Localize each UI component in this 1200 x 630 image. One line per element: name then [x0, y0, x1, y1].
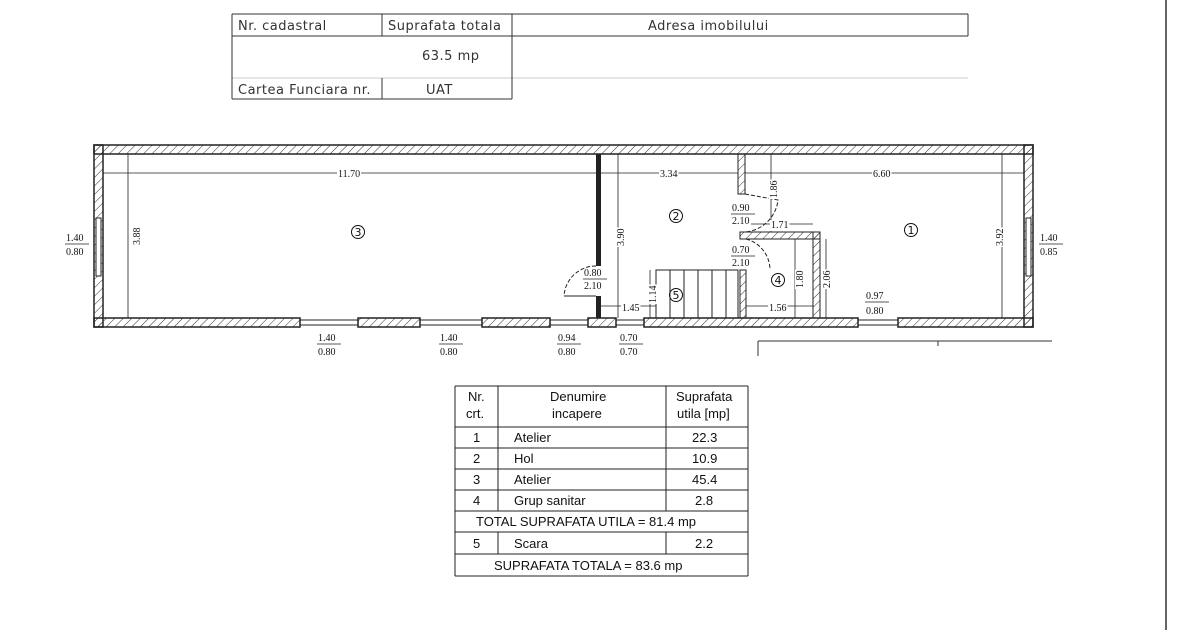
room-5-number: 5 — [672, 289, 680, 302]
r1-window-top: 0.97 — [866, 291, 884, 302]
door-r2-top: 0.80 — [584, 268, 602, 279]
hdr-area-1: Suprafata — [676, 389, 733, 404]
dim-3-34: 3.34 — [660, 169, 678, 180]
total-area-value: 63.5 mp — [422, 49, 480, 64]
opening-b2-top: 1.40 — [440, 333, 458, 344]
opening-b1-bottom: 0.80 — [318, 347, 336, 358]
grand-total: SUPRAFATA TOTALA = 83.6 mp — [494, 558, 683, 573]
dim-1-56: 1.56 — [769, 303, 787, 314]
dim-1-71: 1.71 — [771, 220, 789, 231]
row3-name: Atelier — [514, 472, 551, 487]
row4-name: Grup sanitar — [514, 493, 586, 508]
total-useful: TOTAL SUPRAFATA UTILA = 81.4 mp — [476, 514, 696, 529]
hdr-nr-1: Nr. — [468, 389, 485, 404]
side-windows — [96, 218, 1031, 325]
r1-window-bottom: 0.80 — [866, 306, 884, 317]
room-2-number: 2 — [672, 210, 680, 223]
row3-nr: 3 — [473, 472, 481, 487]
stair-nr: 5 — [473, 536, 481, 551]
room-4-number: 4 — [774, 274, 782, 287]
dim-3-90: 3.90 — [616, 228, 627, 246]
dim-1-14: 1.14 — [648, 285, 659, 303]
row1-nr: 1 — [473, 430, 481, 445]
dim-6-60: 6.60 — [873, 169, 891, 180]
door-r4b-top: 0.70 — [732, 245, 750, 256]
hdr-nr-2: crt. — [466, 406, 485, 421]
row2-name: Hol — [514, 451, 534, 466]
opening-left-bottom: 0.80 — [66, 247, 84, 258]
row4-area: 2.8 — [695, 493, 714, 508]
row2-nr: 2 — [473, 451, 481, 466]
stair-name: Scara — [514, 536, 548, 551]
row1-area: 22.3 — [692, 430, 718, 445]
row4-nr: 4 — [473, 493, 481, 508]
opening-b4-bottom: 0.70 — [620, 347, 638, 358]
door-r4a-top: 0.90 — [732, 203, 750, 214]
carte-funciara-label: Cartea Funciara nr. — [238, 83, 372, 98]
hdr-area-2: utila [mp] — [677, 406, 730, 421]
hdr-name-2: incapere — [552, 406, 602, 421]
building-walls — [94, 145, 1033, 327]
opening-right-bottom: 0.85 — [1040, 247, 1058, 258]
opening-b1-top: 1.40 — [318, 333, 336, 344]
total-area-label: Suprafata totala — [388, 19, 502, 34]
dim-1-45: 1.45 — [622, 303, 640, 314]
dim-1-86: 1.86 — [769, 180, 780, 198]
door-r2-bottom: 2.10 — [584, 281, 602, 292]
room-1-number: 1 — [907, 224, 915, 237]
door-r4a-bottom: 2.10 — [732, 216, 750, 227]
opening-b2-bottom: 0.80 — [440, 347, 458, 358]
dim-1-80: 1.80 — [795, 270, 806, 288]
opening-b3-top: 0.94 — [558, 333, 576, 344]
row1-name: Atelier — [514, 430, 551, 445]
opening-b3-bottom: 0.80 — [558, 347, 576, 358]
rooms-table-text — [466, 389, 733, 573]
room-3-number: 3 — [354, 226, 362, 239]
header-table — [232, 14, 968, 99]
dim-11-70: 11.70 — [338, 169, 361, 180]
dim-3-92: 3.92 — [995, 228, 1006, 246]
dim-2-06: 2.06 — [822, 270, 833, 288]
dim-3-88: 3.88 — [132, 227, 143, 245]
hdr-name-1: Denumire — [550, 389, 607, 404]
cadastral-label: Nr. cadastral — [238, 19, 327, 34]
opening-right-top: 1.40 — [1040, 233, 1058, 244]
opening-left-top: 1.40 — [66, 233, 84, 244]
uat-label: UAT — [426, 83, 453, 98]
row3-area: 45.4 — [692, 472, 718, 487]
opening-b4-top: 0.70 — [620, 333, 638, 344]
door-r4b-bottom: 2.10 — [732, 258, 750, 269]
address-label: Adresa imobilului — [648, 19, 769, 34]
row2-area: 10.9 — [692, 451, 718, 466]
stair-area: 2.2 — [695, 536, 714, 551]
